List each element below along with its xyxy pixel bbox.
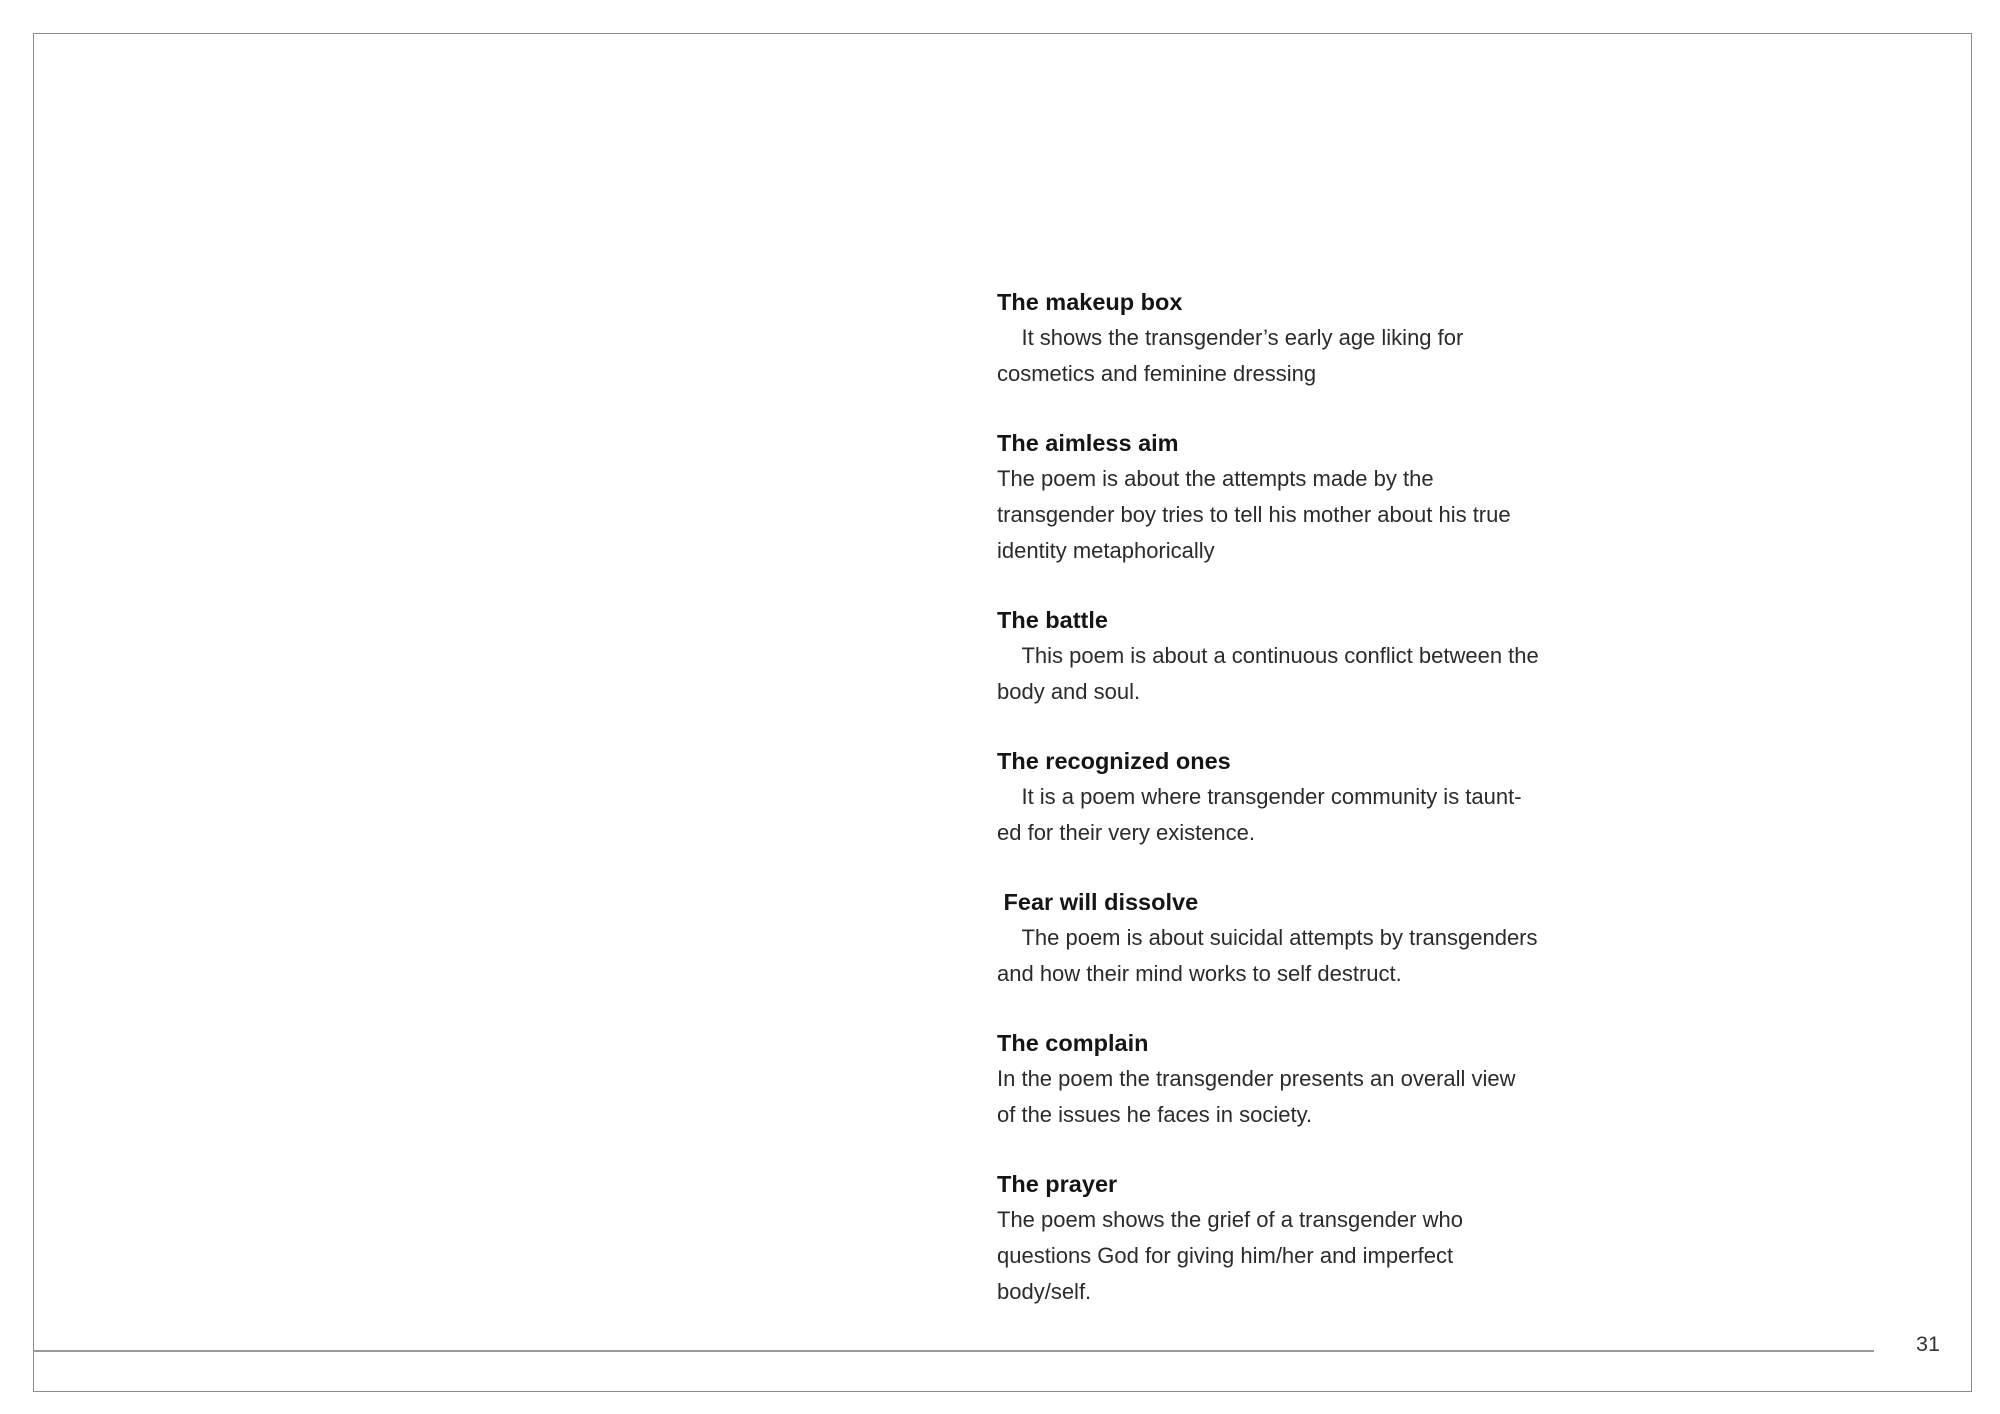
poem-description-line: of the issues he faces in society. bbox=[997, 1102, 1313, 1127]
poem-description-line: The poem is about suicidal attempts by transgenders bbox=[997, 925, 1538, 950]
poem-title: The recognized ones bbox=[997, 748, 1231, 774]
poem-description-line: cosmetics and feminine dressing bbox=[997, 361, 1317, 386]
poem-title: The aimless aim bbox=[997, 430, 1179, 456]
footer-rule bbox=[33, 1350, 1874, 1352]
poem-description-line: and how their mind works to self destruct. bbox=[997, 961, 1402, 986]
poem-title: The prayer bbox=[997, 1171, 1118, 1197]
poem-description-line: It shows the transgender’s early age liking for bbox=[997, 325, 1464, 350]
poem-section-battle bbox=[997, 602, 1637, 710]
poem-section-prayer bbox=[997, 1166, 1637, 1310]
poem-description-line: The poem is about the attempts made by the bbox=[997, 466, 1434, 491]
poem-title: The makeup box bbox=[997, 289, 1183, 315]
poem-description-line: ed for their very existence. bbox=[997, 820, 1256, 845]
poem-title: Fear will dissolve bbox=[997, 889, 1199, 915]
poem-description-line: The poem shows the grief of a transgender who bbox=[997, 1207, 1463, 1232]
poem-description-line: body/self. bbox=[997, 1279, 1092, 1304]
poem-section-fear-will-dissolve bbox=[997, 884, 1637, 992]
poem-description-line: This poem is about a continuous conflict between the bbox=[997, 643, 1539, 668]
poem-section-recognized-ones bbox=[997, 743, 1637, 851]
page-number: 31 bbox=[1916, 1332, 1940, 1356]
poem-description-line: questions God for giving him/her and imperfect bbox=[997, 1243, 1454, 1268]
content-column bbox=[997, 284, 1637, 1343]
poem-description-line: It is a poem where transgender community is taunt- bbox=[997, 784, 1522, 809]
poem-section-makeup-box bbox=[997, 284, 1637, 392]
poem-description-line: body and soul. bbox=[997, 679, 1141, 704]
poem-title: The battle bbox=[997, 607, 1108, 633]
poem-description-line: In the poem the transgender presents an overall view bbox=[997, 1066, 1516, 1091]
poem-description-line: identity metaphorically bbox=[997, 538, 1215, 563]
poem-description-line: transgender boy tries to tell his mother about his true bbox=[997, 502, 1511, 527]
poem-section-aimless-aim bbox=[997, 425, 1637, 569]
poem-title: The complain bbox=[997, 1030, 1149, 1056]
poem-section-complain bbox=[997, 1025, 1637, 1133]
